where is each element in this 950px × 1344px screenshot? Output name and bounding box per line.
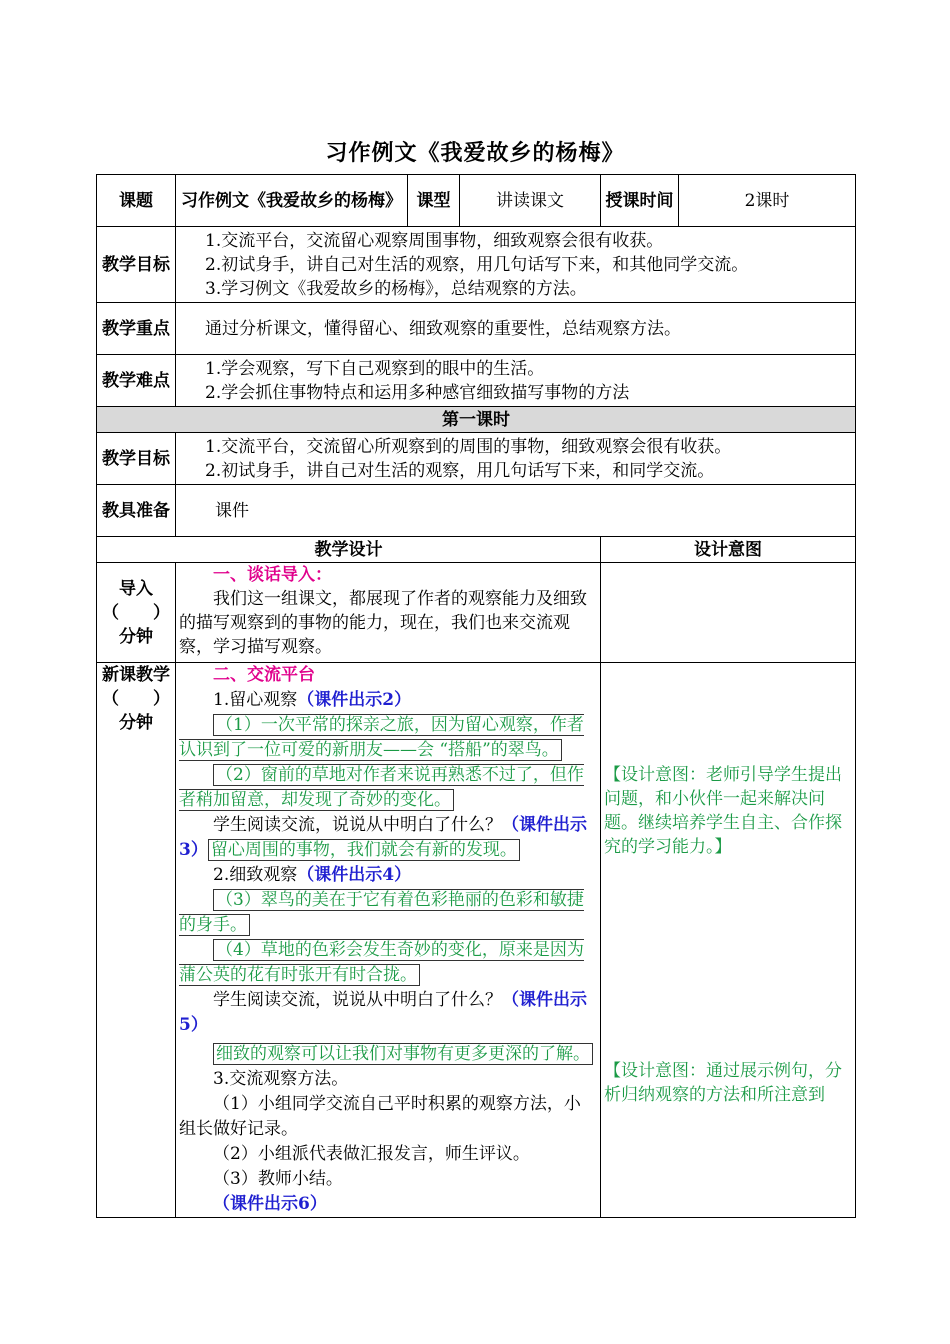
lesson1-goals-row <box>97 433 856 485</box>
intent-col-header: 设计意图 <box>601 537 856 563</box>
step2: 2.细致观察 <box>213 865 298 885</box>
lesson1-goal-item: 2.初试身手，讲自己对生活的观察，用几句话写下来，和同学交流。 <box>205 460 715 481</box>
method-2: （2）小组派代表做汇报发言，师生评议。 <box>213 1144 530 1164</box>
lesson1-heading-row <box>97 407 856 433</box>
focus-row <box>97 303 856 355</box>
time-value: 2课时 <box>679 175 856 227</box>
newlesson-label: 新课教学 （ ） 分钟 <box>97 663 176 1218</box>
quote-3: （3）翠鸟的美在于它有着色彩艳丽的色彩和敏捷的身手。 <box>179 890 584 935</box>
intro-label: 导入 （ ） 分钟 <box>97 563 176 663</box>
tools-text: 课件 <box>215 500 249 521</box>
slide-tag: （课件出示2） <box>297 690 412 710</box>
topic-row <box>97 175 856 227</box>
intro-intent <box>601 563 856 663</box>
intent-note-2: 【设计意图：通过展示例句，分析归纳观察的方法和所注意到 <box>604 1061 842 1105</box>
step3: 3.交流观察方法。 <box>213 1069 349 1089</box>
newlesson-heading: 二、交流平台 <box>213 665 315 685</box>
difficulty-item: 2.学会抓住事物特点和运用多种感官细致描写事物的方法 <box>205 382 630 403</box>
method-3: （3）教师小结。 <box>213 1169 343 1189</box>
answer-1: 留心周围的事物，我们就会有新的发现。 <box>208 839 520 861</box>
goals-content <box>176 227 856 303</box>
goals-row <box>97 227 856 303</box>
step1: 1.留心观察 <box>213 690 298 710</box>
goal-item: 1.交流平台，交流留心观察周围事物，细致观察会很有收获。 <box>205 230 664 251</box>
difficulty-row <box>97 355 856 407</box>
design-header-row <box>97 537 856 563</box>
slide-tag: （课件出示5） <box>179 990 587 1035</box>
intro-row <box>97 563 856 663</box>
focus-label: 教学重点 <box>97 303 176 355</box>
quote-1: （1）一次平常的探亲之旅，因为留心观察，作者认识到了一位可爱的新朋友——会 “搭船”的翠鸟。 <box>179 715 584 760</box>
method-1: （1）小组同学交流自己平时积累的观察方法，小组长做好记录。 <box>179 1094 581 1139</box>
answer-2: 细致的观察可以让我们对事物有更多更深的了解。 <box>213 1043 593 1065</box>
goal-item: 3.学习例文《我爱故乡的杨梅》，总结观察的方法。 <box>205 278 587 299</box>
newlesson-row <box>97 663 856 1218</box>
type-value: 讲读课文 <box>460 175 601 227</box>
intro-text: 我们这一组课文，都展现了作者的观察能力及细致的描写观察到的事物的能力，现在，我们也来交流观察，学习描写观察。 <box>179 589 587 657</box>
lesson1-goal-item: 1.交流平台，交流留心所观察到的周围的事物，细致观察会很有收获。 <box>205 436 732 457</box>
intro-content <box>176 563 601 663</box>
read-prompt-1: 学生阅读交流，说说从中明白了什么？ <box>213 815 502 835</box>
topic-value: 习作例文《我爱故乡的杨梅》 <box>176 175 408 227</box>
tools-label: 教具准备 <box>97 485 176 537</box>
time-label: 授课时间 <box>601 175 679 227</box>
difficulty-item: 1.学会观察，写下自己观察到的眼中的生活。 <box>205 358 545 379</box>
quote-2: （2）窗前的草地对作者来说再熟悉不过了，但作者稍加留意，却发现了奇妙的变化。 <box>179 765 584 810</box>
intent-note-1: 【设计意图：老师引导学生提出问题，和小伙伴一起来解决问题。继续培养学生自主、合作探究的学习能力。】 <box>604 765 842 857</box>
read-prompt-2: 学生阅读交流，说说从中明白了什么？ <box>213 990 502 1010</box>
lesson1-goals-label: 教学目标 <box>97 433 176 485</box>
lesson1-heading: 第一课时 <box>97 407 856 433</box>
newlesson-intent <box>601 663 856 1218</box>
focus-text: 通过分析课文，懂得留心、细致观察的重要性，总结观察方法。 <box>205 318 681 339</box>
tools-row <box>97 485 856 537</box>
goal-item: 2.初试身手，讲自己对生活的观察，用几句话写下来，和其他同学交流。 <box>205 254 749 275</box>
design-col-header: 教学设计 <box>97 537 601 563</box>
page-title: 习作例文《我爱故乡的杨梅》 <box>325 140 625 166</box>
difficulty-label: 教学难点 <box>97 355 176 407</box>
newlesson-content <box>176 663 601 1218</box>
topic-label: 课题 <box>97 175 176 227</box>
lesson-plan-table <box>96 174 856 1218</box>
intro-heading: 一、谈话导入： <box>213 565 332 585</box>
type-label: 课型 <box>408 175 460 227</box>
quote-4: （4）草地的色彩会发生奇妙的变化，原来是因为蒲公英的花有时张开有时合拢。 <box>179 940 584 985</box>
goals-label: 教学目标 <box>97 227 176 303</box>
slide-tag: （课件出示4） <box>297 865 412 885</box>
slide-tag: （课件出示6） <box>213 1194 327 1214</box>
slide-tag: （课件出示3） <box>179 815 587 860</box>
